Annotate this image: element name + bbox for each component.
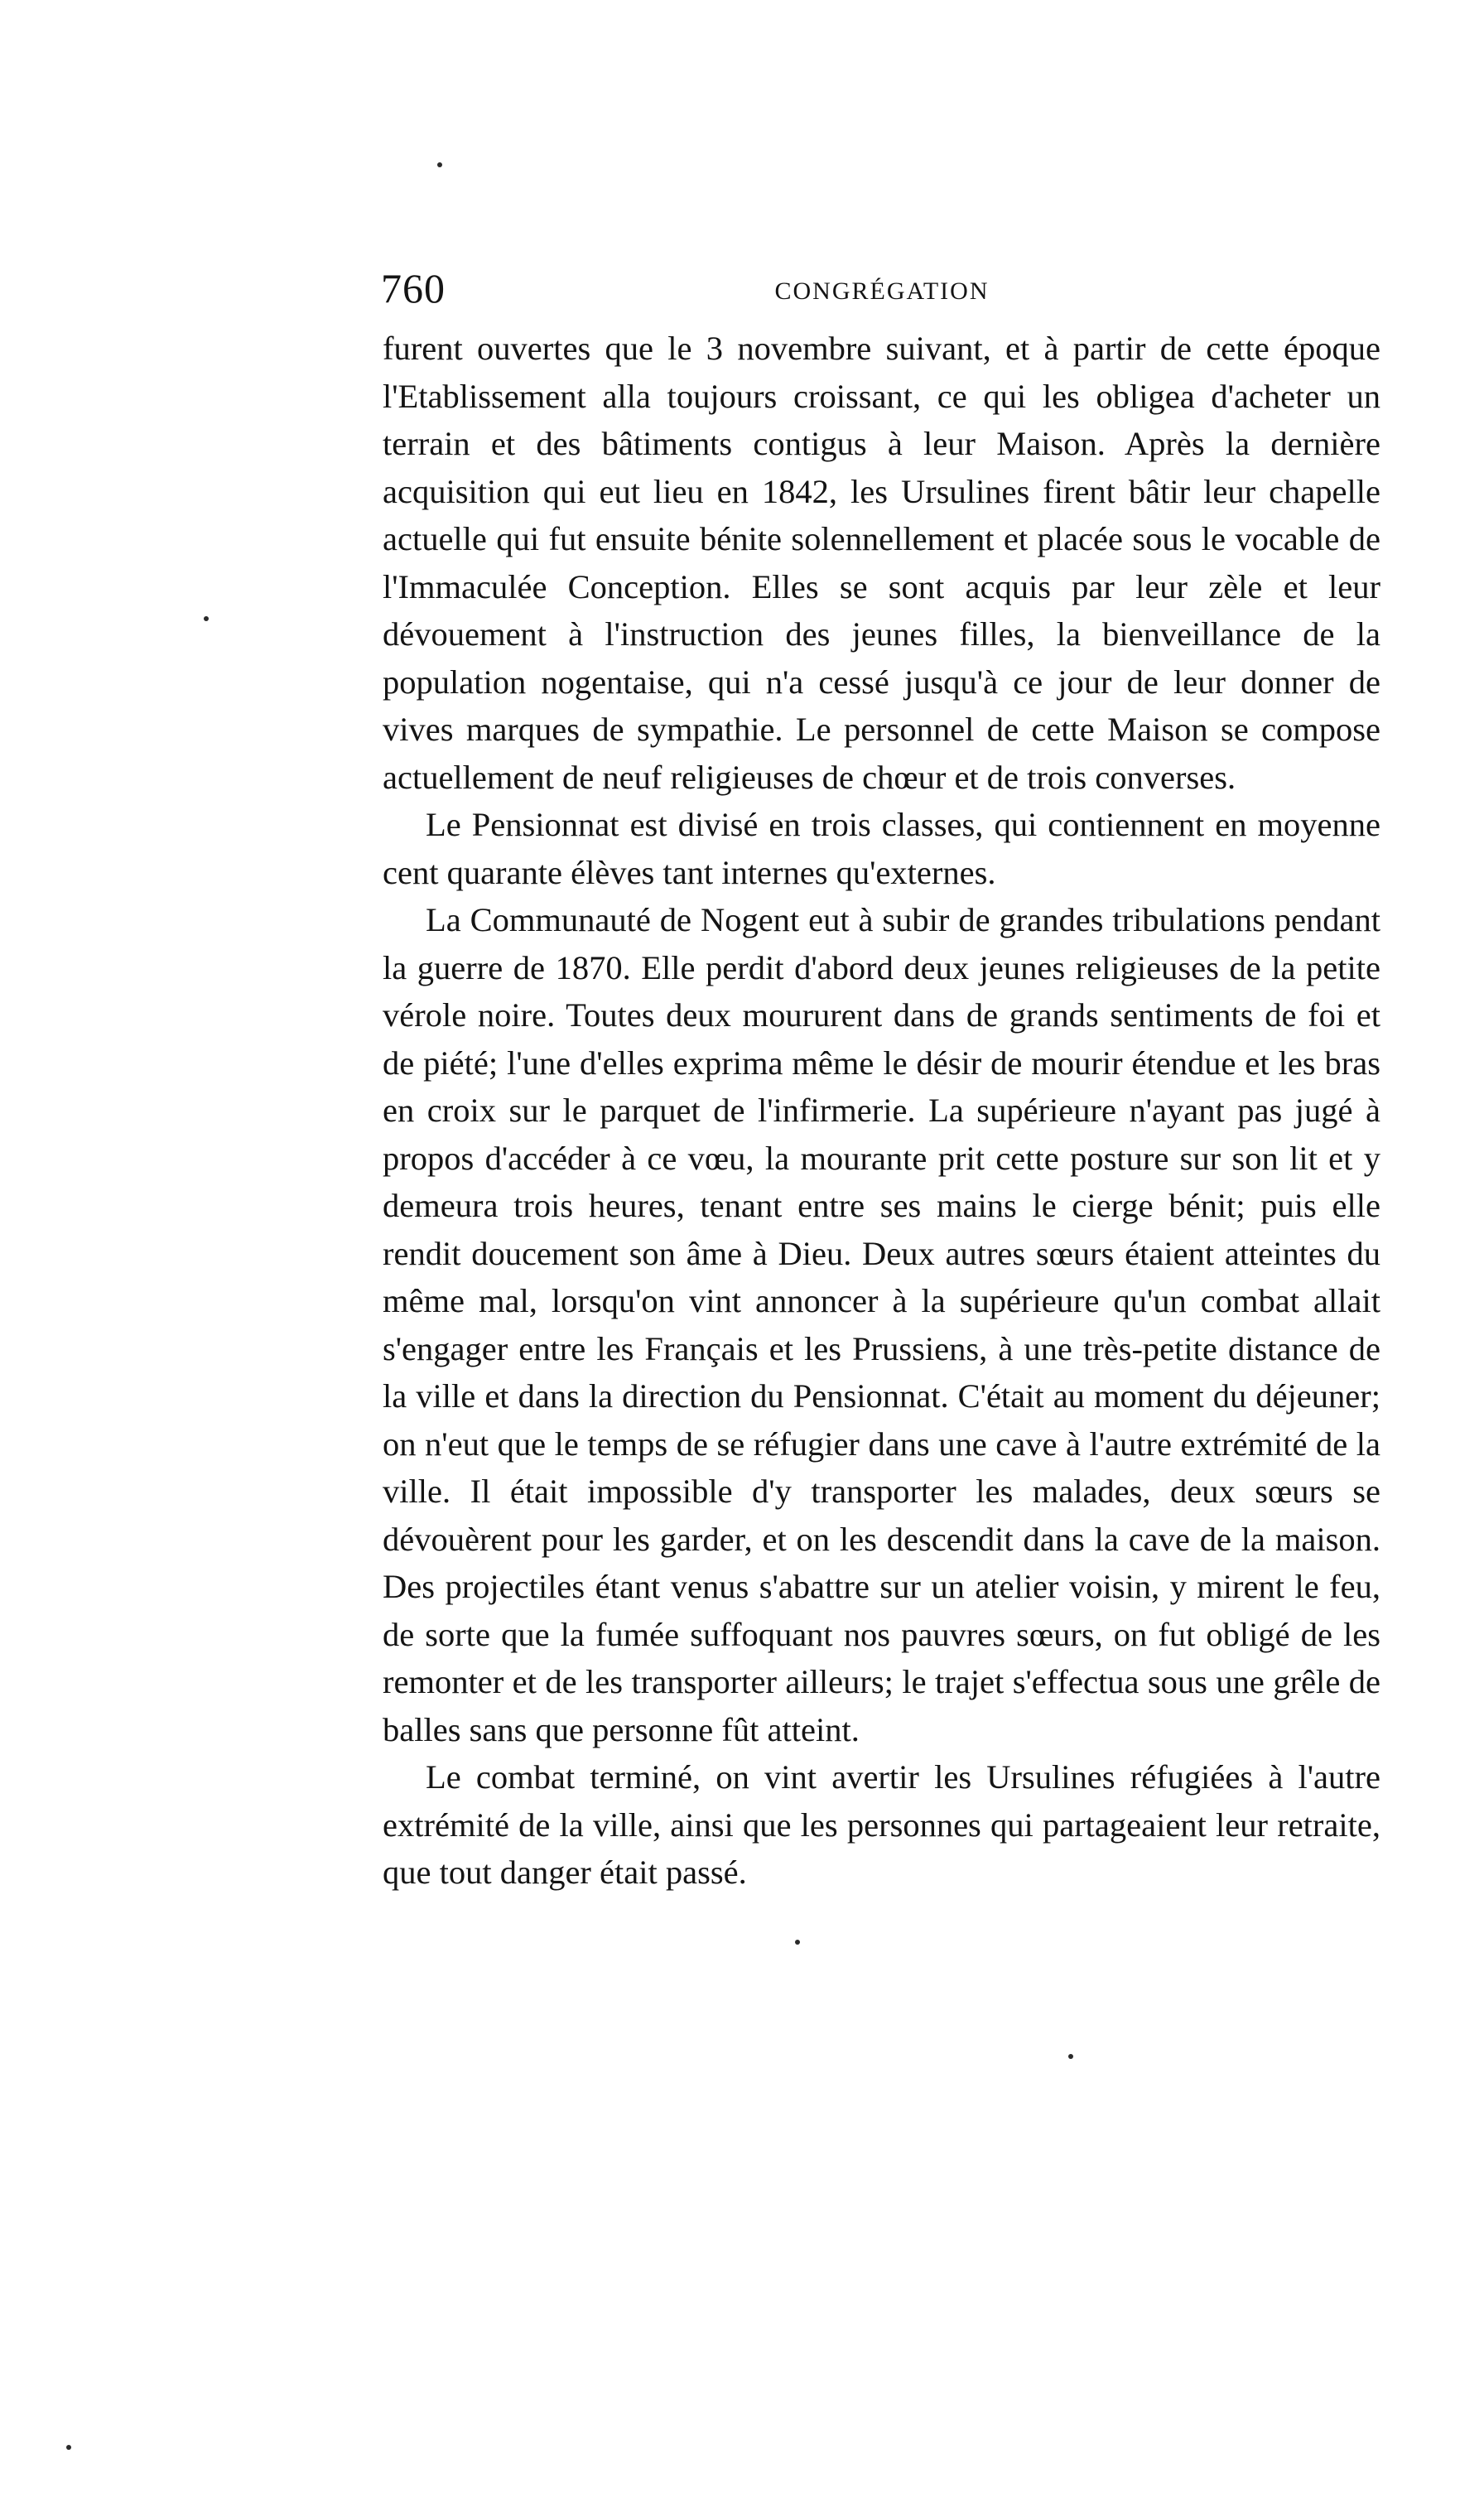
paragraph-4: Le combat terminé, on vint avertir les Ursulines réfugiées à l'autre extrémité de la ville, ainsi que les personnes qui partageaient leur retraite, que tout danger était passé. bbox=[383, 1758, 1380, 1891]
paragraph-2: Le Pensionnat est divisé en trois classes, qui contiennent en moyenne cent quarante élèves tant internes qu'externes. bbox=[383, 806, 1380, 891]
paragraph-3: La Communauté de Nogent eut à subir de grandes tribulations pendant la guerre de 1870. Elle perdit d'abord deux jeunes religieuses de la petite vérole noire. Toutes deux moururent dans de grands sentiments de foi et de piété; l'une d'elles exprima même le désir de mourir étendue et les bras en croix sur le parquet de l'infirmerie. La supérieure n'ayant pas jugé à propos d'accéder à ce vœu, la mourante prit cette posture sur son lit et y demeura trois heures, tenant entre ses mains le cierge bénit; puis elle rendit doucement son âme à Dieu. Deux autres sœurs étaient atteintes du même mal, lorsqu'on vint annoncer à la supérieure qu'un combat allait s'engager entre les Français et les Prussiens, à une très-petite distance de la ville et dans la direction du Pensionnat. C'était au moment du déjeuner; on n'eut que le temps de se réfugier dans une cave à l'autre extrémité de la ville. Il était impossible d'y transporter les malades, deux sœurs se dévouèrent pour les garder, et on les descendit dans la cave de la maison. Des projectiles étant venus s'abattre sur un atelier voisin, y mirent le feu, de sorte que la fumée suffoquant nos pauvres sœurs, on fut obligé de les remonter et de les transporter ailleurs; le trajet s'effectua sous une grêle de balles sans que personne fût atteint. bbox=[383, 901, 1380, 1748]
page-header bbox=[381, 263, 1383, 321]
body-text bbox=[383, 325, 1380, 1897]
paragraph-1: furent ouvertes que le 3 novembre suivant, et à partir de cette époque l'Etablissement alla toujours croissant, ce qui les obligea d'acheter un terrain et des bâtiments contigus à leur Maison. Après la dernière acquisition qui eut lieu en 1842, les Ursulines firent bâtir leur chapelle actuelle qui fut ensuite bénite solennellement et placée sous le vocable de l'Immaculée Conception. Elles se sont acquis par leur zèle et leur dévouement à l'instruction des jeunes filles, la bienveillance de la population nogentaise, qui n'a cessé jusqu'à ce jour de leur donner de vives marques de sympathie. Le personnel de cette Maison se compose actuellement de neuf religieuses de chœur et de trois converses. bbox=[383, 330, 1380, 796]
page-number: 760 bbox=[381, 265, 446, 311]
print-speck bbox=[795, 1940, 800, 1945]
print-speck bbox=[437, 162, 442, 167]
print-speck bbox=[204, 616, 209, 621]
running-title: CONGRÉGATION bbox=[774, 277, 990, 305]
print-speck bbox=[66, 2445, 71, 2450]
print-speck bbox=[1068, 2054, 1073, 2059]
